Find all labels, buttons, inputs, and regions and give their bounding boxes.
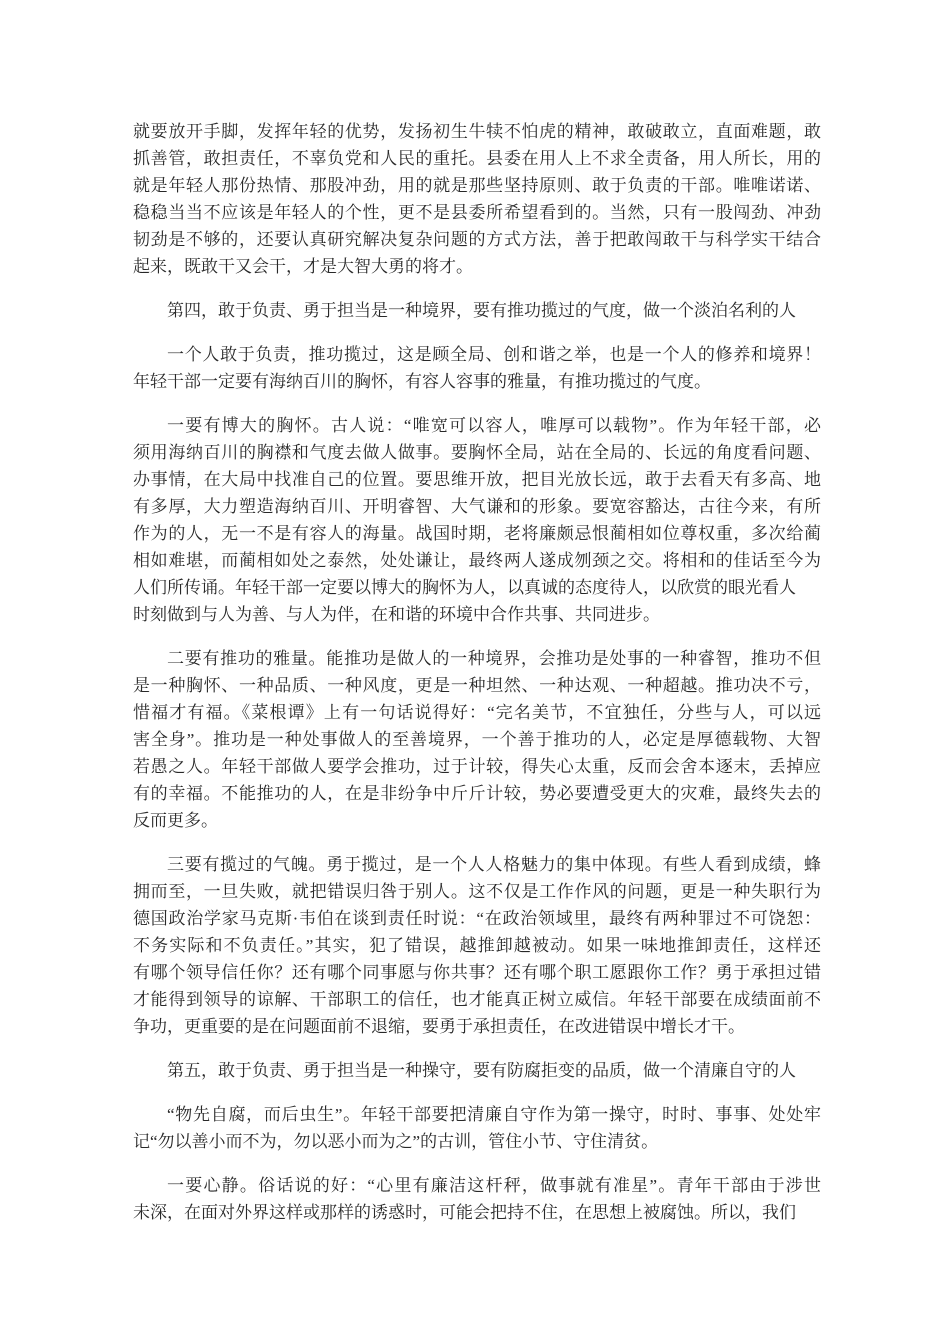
document-body [133, 118, 821, 1226]
section-heading [133, 297, 821, 324]
text-line: 一要有博大的胸怀。古人说：“唯宽可以容人，唯厚可以载物”。作为年轻干部，必 [167, 416, 821, 435]
text-line: 才能得到领导的谅解、干部职工的信任，也才能真正树立威信。年轻干部要在成绩面前不 [133, 990, 821, 1009]
text-line: 是一种胸怀、一种品质、一种风度，更是一种坦然、一种达观、一种超越。推功决不亏， [133, 676, 821, 695]
text-line: 惜福才有福。《菜根谭》上有一句话说得好：“完名美节，不宜独任，分些与人，可以远 [133, 703, 821, 722]
text-line: 就是年轻人那份热情、那股冲劲，用的就是那些坚持原则、敢于负责的干部。唯唯诺诺、 [133, 176, 821, 195]
text-line: 起来，既敢干又会干，才是大智大勇的将才。 [133, 257, 473, 276]
text-line: 办事情，在大局中找准自己的位置。要思维开放，把目光放长远，敢于去看天有多高、地 [133, 470, 821, 489]
text-line: 不务实际和不负责任。”其实，犯了错误，越推卸越被动。如果一味地推卸责任，这样还 [133, 936, 821, 955]
text-line: 有哪个领导信任你？还有哪个同事愿与你共事？还有哪个职工愿跟你工作？勇于承担过错 [133, 963, 821, 982]
text-line: 第五，敢于负责、勇于担当是一种操守，要有防腐拒变的品质，做一个清廉自守的人 [167, 1061, 796, 1080]
text-line: 一要心静。俗话说的好：“心里有廉洁这杆秤，做事就有准星”。青年干部由于涉世 [167, 1176, 821, 1195]
text-line: 稳稳当当不应该是年轻人的个性，更不是县委所希望看到的。当然，只有一股闯劲、冲劲 [133, 203, 821, 222]
text-line: 未深，在面对外界这样或那样的诱惑时，可能会把持不住，在思想上被腐蚀。所以，我们 [133, 1203, 796, 1222]
text-line: 反而更多。 [133, 811, 218, 830]
text-line: 一个人敢于负责，推功揽过，这是顾全局、创和谐之举，也是一个人的修养和境界！ [167, 345, 821, 364]
text-line: 有多厚，大力塑造海纳百川、开明睿智、大气谦和的形象。要宽容豁达，古往今来，有所 [133, 497, 821, 516]
text-line: 第四，敢于负责、勇于担当是一种境界，要有推功揽过的气度，做一个淡泊名利的人 [167, 301, 796, 320]
paragraph [133, 1101, 821, 1155]
paragraph [133, 645, 821, 834]
text-line: 相如难堪，而蔺相如处之泰然，处处谦让，最终两人遂成刎颈之交。将相和的佳话至今为 [133, 551, 821, 570]
text-line: 韧劲是不够的，还要认真研究解决复杂问题的方式方法，善于把敢闯敢干与科学实干结合 [133, 230, 821, 249]
text-line: 有的幸福。不能推功的人，在是非纷争中斤斤计较，势必要遭受更大的灾难，最终失去的 [133, 784, 821, 803]
text-line: 若愚之人。年轻干部做人要学会推功，过于计较，得失心太重，反而会舍本逐末，丢掉应 [133, 757, 821, 776]
text-line: 作为的人，无一不是有容人的海量。战国时期，老将廉颇忌恨蔺相如位尊权重，多次给蔺 [133, 524, 821, 543]
paragraph [133, 412, 821, 628]
text-line: 害全身”。推功是一种处事做人的至善境界，一个善于推功的人，必定是厚德载物、大智 [133, 730, 821, 749]
text-line: 德国政治学家马克斯·韦伯在谈到责任时说：“在政治领域里，最终有两种罪过不可饶恕： [133, 909, 821, 928]
text-line: 就要放开手脚，发挥年轻的优势，发扬初生牛犊不怕虎的精神，敢破敢立，直面难题，敢 [133, 122, 821, 141]
text-line: 争功，更重要的是在问题面前不退缩，要勇于承担责任，在改进错误中增长才干。 [133, 1017, 745, 1036]
paragraph [133, 851, 821, 1040]
paragraph [133, 1172, 821, 1226]
text-line: 拥而至，一旦失败，就把错误归咎于别人。这不仅是工作作风的问题，更是一种失职行为 [133, 882, 821, 901]
text-line: 须用海纳百川的胸襟和气度去做人做事。要胸怀全局，站在全局的、长远的角度看问题、 [133, 443, 821, 462]
text-line: 记“勿以善小而不为，勿以恶小而为之”的古训，管住小节、守住清贫。 [133, 1132, 659, 1151]
text-line: 年轻干部一定要有海纳百川的胸怀，有容人容事的雅量，有推功揽过的气度。 [133, 372, 711, 391]
text-line: 二要有推功的雅量。能推功是做人的一种境界，会推功是处事的一种睿智，推功不但 [167, 649, 821, 668]
text-line: 三要有揽过的气魄。勇于揽过，是一个人人格魅力的集中体现。有些人看到成绩，蜂 [167, 855, 821, 874]
section-heading [133, 1057, 821, 1084]
text-line: 时刻做到与人为善、与人为伴，在和谐的环境中合作共事、共同进步。 [133, 605, 660, 624]
paragraph [133, 118, 821, 280]
text-line: 人们所传诵。年轻干部一定要以博大的胸怀为人，以真诚的态度待人，以欣赏的眼光看人 [133, 578, 796, 597]
paragraph [133, 341, 821, 395]
text-line: 抓善管，敢担责任，不辜负党和人民的重托。县委在用人上不求全责备，用人所长，用的 [133, 149, 821, 168]
text-line: “物先自腐，而后虫生”。年轻干部要把清廉自守作为第一操守，时时、事事、处处牢 [167, 1105, 821, 1124]
